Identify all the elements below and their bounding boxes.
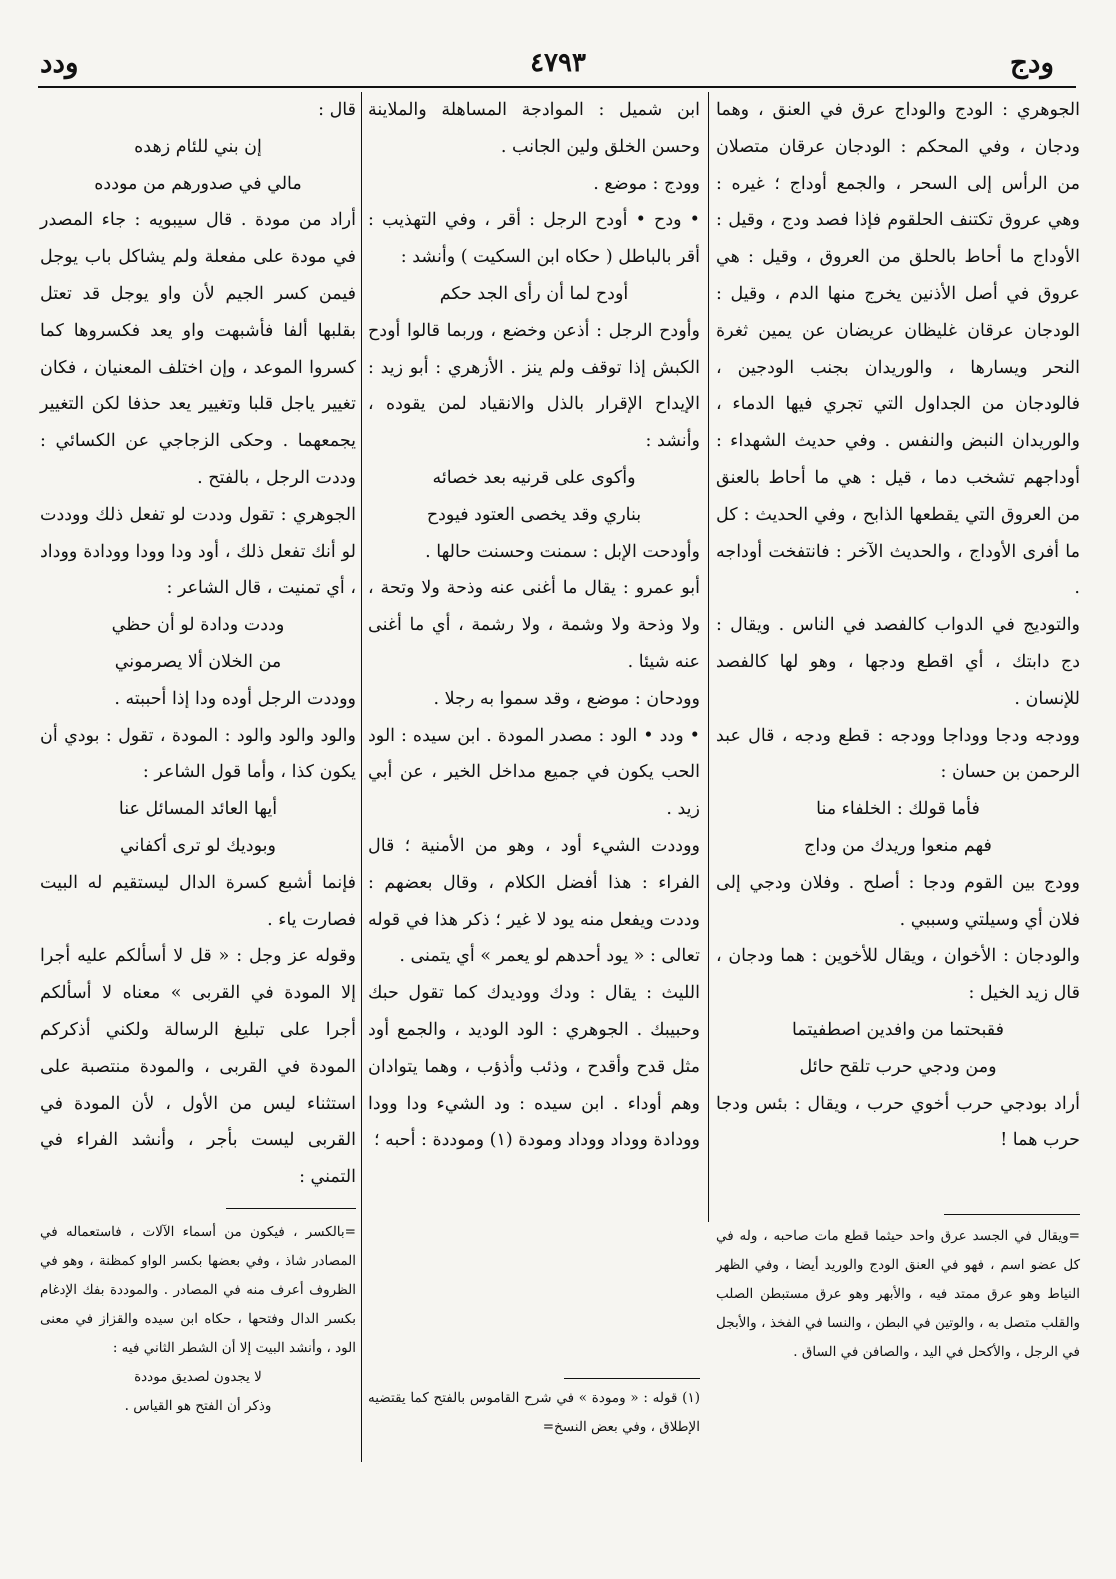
footnote-rule-left bbox=[226, 1208, 356, 1209]
column-divider-left bbox=[361, 92, 362, 1462]
verse-line: أودح لما أن رأى الجد حكم bbox=[439, 283, 629, 304]
paragraph: أبو عمرو : يقال ما أغنى عنه وذحة ولا وتحة ، ولا وذحة ولا وشمة ، ولا رشمة ، أي ما أغنى عنه شيئا . bbox=[368, 578, 700, 672]
verse-line: وددت ودادة لو أن حظي bbox=[111, 615, 285, 636]
verse-line: مالي في صدورهم من مودده bbox=[94, 173, 302, 194]
footnote-verse: لا يجدون لصديق موددة bbox=[134, 1369, 262, 1385]
paragraph: وقوله عز وجل : « قل لا أسألكم عليه أجرا إلا المودة في القربى » معناه لا أسألكم أجرا على تبليغ الرسالة ولكني أذكركم المودة في القربى ، والمودة منتصبة على استثناء ليس من الأول ، لأن المودة في القربى ليست بأجر ، وأنشد الفراء في التمني : bbox=[40, 946, 356, 1188]
page-number: ٤٧٩٣ bbox=[530, 48, 586, 78]
verse-line: فهم منعوا وريدك من وداج bbox=[804, 835, 992, 856]
verse-line: أيها العائد المسائل عنا bbox=[118, 799, 278, 820]
paragraph: ابن شميل : الموادجة المساهلة والملاينة وحسن الخلق ولين الجانب . bbox=[368, 100, 700, 157]
entry-ودح: • ودح • أودح الرجل : أقر ، وفي التهذيب : أقر بالباطل ( حكاه ابن السكيت ) وأنشد : bbox=[368, 210, 700, 268]
header-rule bbox=[38, 86, 1076, 88]
footnote-rule-middle bbox=[564, 1378, 700, 1379]
paragraph: والود والود والود : المودة ، تقول : بودي أن يكون كذا ، وأما قول الشاعر : bbox=[40, 725, 356, 783]
verse-line: وأكوى على قرنيه بعد خصائه bbox=[432, 467, 636, 488]
column-left bbox=[40, 92, 356, 1196]
paragraph: أراد من مودة . قال سيبويه : جاء المصدر في مودة على مفعلة ولم يشاكل باب يوجل فيمن كسر الجيم لأن واو يوجل قد تعتل بقلبها ألفا فأشبهت واو يعد فكسروها كما كسروا الموعد ، وإن اختلف المعنيان ، فكان تغيير ياجل قلبا وتغيير يعد حذفا لكن التغيير يجمعهما . وحكى الزجاجي عن الكسائي : وددت الرجل ، بالفتح . bbox=[40, 210, 356, 488]
paragraph: وأودحت الإبل : سمنت وحسنت حالها . bbox=[425, 541, 700, 562]
paragraph: وودج : موضع . bbox=[593, 173, 700, 194]
footnote-rule-right bbox=[944, 1214, 1080, 1215]
paragraph: وأودح الرجل : أذعن وخضع ، وربما قالوا أودح الكبش إذا توقف ولم ينز . الأزهري : أبو زيد : الإيداح الإقرار بالذل والانقياد لمن يقوده ، وأنشد : bbox=[368, 320, 700, 452]
paragraph: الليث : يقال : ودك ووديدك كما تقول حبك وحبيبك . الجوهري : الود الوديد ، والجمع أود مثل قدح وأقدح ، وذئب وأذؤب ، وهما يتوادان وهم أوداء . ابن سيده : ود الشيء ودا وودا وودادة ووداد ووداد ومودة (١) وموددة : أحبه ؛ bbox=[368, 983, 700, 1151]
verse-line: فقبحتما من وافدين اصطفيتما bbox=[792, 1019, 1004, 1040]
footnote-text: =بالكسر ، فيكون من أسماء الآلات ، فاستعماله في المصادر شاذ ، وفي بعضها بكسر الواو كمظنة ، وهو في الظروف أعرف منه في المصادر . والموددة بفك الإدغام بكسر الدال وفتحها ، حكاه ابن سيده والقزاز في معنى الود ، وأنشد البيت إلا أن الشطر الثاني فيه : bbox=[40, 1224, 356, 1356]
footnote-text: وذكر أن الفتح هو القياس . bbox=[124, 1398, 272, 1414]
paragraph: الجوهري : الودج والوداج عرق في العنق ، وهما ودجان ، وفي المحكم : الودجان عرقان متصلان من الرأس إلى السحر ، والجمع أوداج ؛ غيره : وهي عروق تكتنف الحلقوم فإذا فصد ودج ، وقيل : الأوداج ما أحاط بالحلق من العروق ، وقيل : هي عروق في أصل الأذنين يخرج منها الدم ، وقيل : الودجان عرقان غليظان عريضان عن يمين ثغرة النحر ويسارها ، والوريدان بجنب الودجين ، فالودجان من الجداول التي تجري فيها الدماء ، والوريدان النبض والنفس . وفي حديث الشهداء : أوداجهم تشخب دما ، قيل : هي ما أحاط بالعنق من العروق التي يقطعها الذابح ، وفي الحديث : كل ما أفرى الأوداج ، والحديث الآخر : فانتفخت أوداجه . bbox=[716, 100, 1080, 599]
paragraph: فإنما أشبع كسرة الدال ليستقيم له البيت فصارت ياء . bbox=[40, 872, 356, 930]
footnote-left bbox=[40, 1218, 356, 1421]
paragraph: الجوهري : تقول وددت لو تفعل ذلك ووددت لو أنك تفعل ذلك ، أود ودا وودا وودادة ووداد ، أي تمنيت ، قال الشاعر : bbox=[40, 504, 356, 599]
footnote-text: =ويقال في الجسد عرق واحد حيثما قطع مات صاحبه ، وله في كل عضو اسم ، فهو في العنق الودج والوريد أيضا ، وفي الظهر النياط وهو عرق ممتد فيه ، والأبهر وهو عرق مستبطن الصلب والقلب متصل به ، والوتين في البطن ، والنسا في الفخذ ، والأبجل في الرجل ، والأكحل في اليد ، والصافن في الساق . bbox=[716, 1228, 1080, 1360]
paragraph: وودحان : موضع ، وقد سموا به رجلا . bbox=[433, 688, 700, 709]
paragraph: والودجان : الأخوان ، ويقال للأخوين : هما ودجان ، قال زيد الخيل : bbox=[716, 946, 1080, 1004]
header-entry-word-left: ودد bbox=[40, 46, 79, 79]
paragraph: وودج بين القوم ودجا : أصلح . وفلان ودجي إلى فلان أي وسيلتي وسببي . bbox=[716, 872, 1080, 930]
verse-line: ومن ودجي حرب تلقح حائل bbox=[799, 1056, 997, 1077]
paragraph: ووددت الرجل أوده ودا إذا أحببته . bbox=[114, 688, 356, 709]
verse-line: إن بني للئام زهده bbox=[134, 136, 262, 157]
paragraph: ووددت الشيء أود ، وهو من الأمنية ؛ قال الفراء : هذا أفضل الكلام ، وقال بعضهم : وددت ويفعل منه يود لا غير ؛ ذكر هذا في قوله تعالى : « يود أحدهم لو يعمر » أي يتمنى . bbox=[368, 835, 700, 967]
footnote-middle bbox=[368, 1384, 700, 1442]
paragraph: والتوديج في الدواب كالفصد في الناس . ويقال : دج دابتك ، أي اقطع ودجها ، وهو لها كالفصد للإنسان . bbox=[716, 615, 1080, 709]
header-entry-word-right: ودج bbox=[1009, 46, 1054, 79]
paragraph: وودجه ودجا ووداجا وودجه : قطع ودجه ، قال عبد الرحمن بن حسان : bbox=[716, 725, 1080, 783]
verse-line: من الخلان ألا يصرموني bbox=[114, 651, 282, 672]
paragraph: قال : bbox=[318, 100, 356, 120]
verse-line: فأما قولك : الخلفاء منا bbox=[816, 799, 980, 820]
column-right bbox=[716, 92, 1080, 1159]
column-divider-right bbox=[708, 92, 709, 1222]
verse-line: وبوديك لو ترى أكفاني bbox=[120, 835, 276, 856]
paragraph: أراد بودجي حرب أخوي حرب ، ويقال : بئس ودجا حرب هما ! bbox=[716, 1093, 1080, 1151]
footnote-right bbox=[716, 1222, 1080, 1367]
column-middle bbox=[368, 92, 700, 1159]
footnote-text: (١) قوله : « ومودة » في شرح القاموس بالفتح كما يقتضيه الإطلاق ، وفي بعض النسخ= bbox=[368, 1390, 700, 1435]
verse-line: بناري وقد يخصى العتود فيودح bbox=[426, 504, 642, 525]
entry-ودد: • ودد • الود : مصدر المودة . ابن سيده : الود الحب يكون في جميع مداخل الخير ، عن أبي زيد . bbox=[368, 725, 700, 820]
